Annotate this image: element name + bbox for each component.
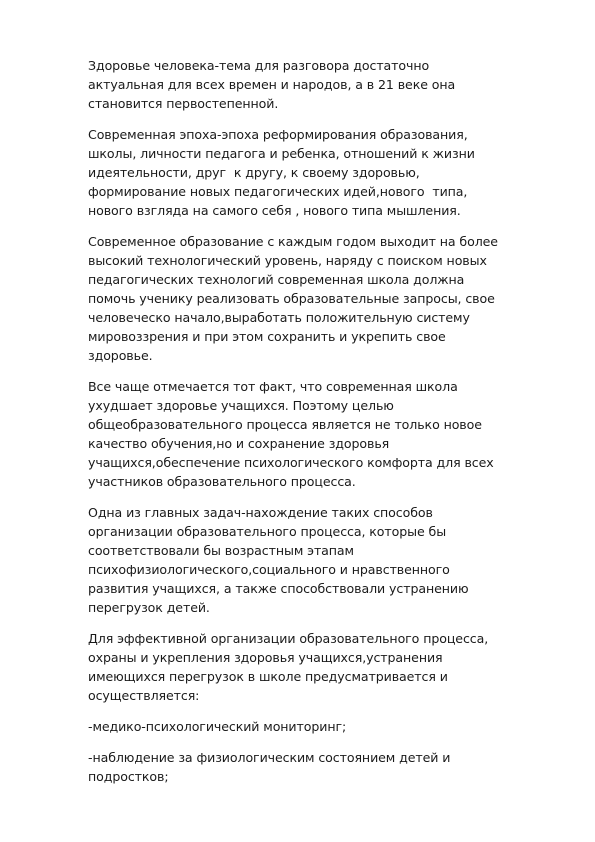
text-line: педагогических технологий современная школа должна	[88, 272, 465, 287]
text-line: -медико-психологический мониторинг;	[88, 719, 347, 734]
text-line: участников образовательного процесса.	[88, 474, 356, 489]
text-line: соответствовали бы возрастным этапам	[88, 543, 354, 558]
text-line: организации образовательного процесса, которые бы	[88, 524, 447, 539]
text-line: осуществляется:	[88, 688, 200, 703]
text-line: развития учащихся, а также способствовали устранению	[88, 581, 469, 596]
text-line: Современная эпоха-эпоха реформирования образования,	[88, 127, 468, 142]
paragraph-8	[88, 748, 558, 786]
document-body	[88, 56, 558, 798]
paragraph-3	[88, 232, 558, 365]
text-line: формирование новых педагогических идей,нового типа,	[88, 184, 468, 199]
paragraph-6	[88, 629, 558, 705]
text-line: идеятельности, друг к другу, к своему здоровью,	[88, 165, 420, 180]
text-line: становится первостепенной.	[88, 96, 279, 111]
text-line: ухудшает здоровье учащихся. Поэтому целью	[88, 398, 394, 413]
text-line: мировоззрения и при этом сохранить и укрепить свое	[88, 329, 446, 344]
text-line: нового взгляда на самого себя , нового типа мышления.	[88, 203, 461, 218]
text-line: -наблюдение за физиологическим состоянием детей и	[88, 750, 451, 765]
text-line: Для эффективной организации образовательного процесса,	[88, 631, 489, 646]
text-line: Все чаще отмечается тот факт, что современная школа	[88, 379, 458, 394]
text-line: помочь ученику реализовать образовательные запросы, свое	[88, 291, 495, 306]
text-line: общеобразовательного процесса является не только новое	[88, 417, 482, 432]
paragraph-4	[88, 377, 558, 491]
text-line: человеческо начало,выработать положительную систему	[88, 310, 470, 325]
text-line: здоровье.	[88, 348, 153, 363]
text-line: психофизиологического,социального и нравственного	[88, 562, 450, 577]
text-line: Одна из главных задач-нахождение таких способов	[88, 505, 433, 520]
text-line: высокий технологический уровень, наряду с поиском новых	[88, 253, 487, 268]
text-line: школы, личности педагога и ребенка, отношений к жизни	[88, 146, 475, 161]
text-line: подростков;	[88, 769, 169, 784]
paragraph-1	[88, 56, 558, 113]
paragraph-5	[88, 503, 558, 617]
text-line: Современное образование с каждым годом выходит на более	[88, 234, 498, 249]
text-line: имеющихся перегрузок в школе предусматривается и	[88, 669, 448, 684]
text-line: качество обучения,но и сохранение здоровья	[88, 436, 390, 451]
text-line: актуальная для всех времен и народов, а в 21 веке она	[88, 77, 456, 92]
text-line: перегрузок детей.	[88, 600, 210, 615]
text-line: Здоровье человека-тема для разговора достаточно	[88, 58, 430, 73]
paragraph-7	[88, 717, 558, 736]
paragraph-2	[88, 125, 558, 220]
text-line: учащихся,обеспечение психологического комфорта для всех	[88, 455, 494, 470]
text-line: охраны и укрепления здоровья учащихся,устранения	[88, 650, 443, 665]
